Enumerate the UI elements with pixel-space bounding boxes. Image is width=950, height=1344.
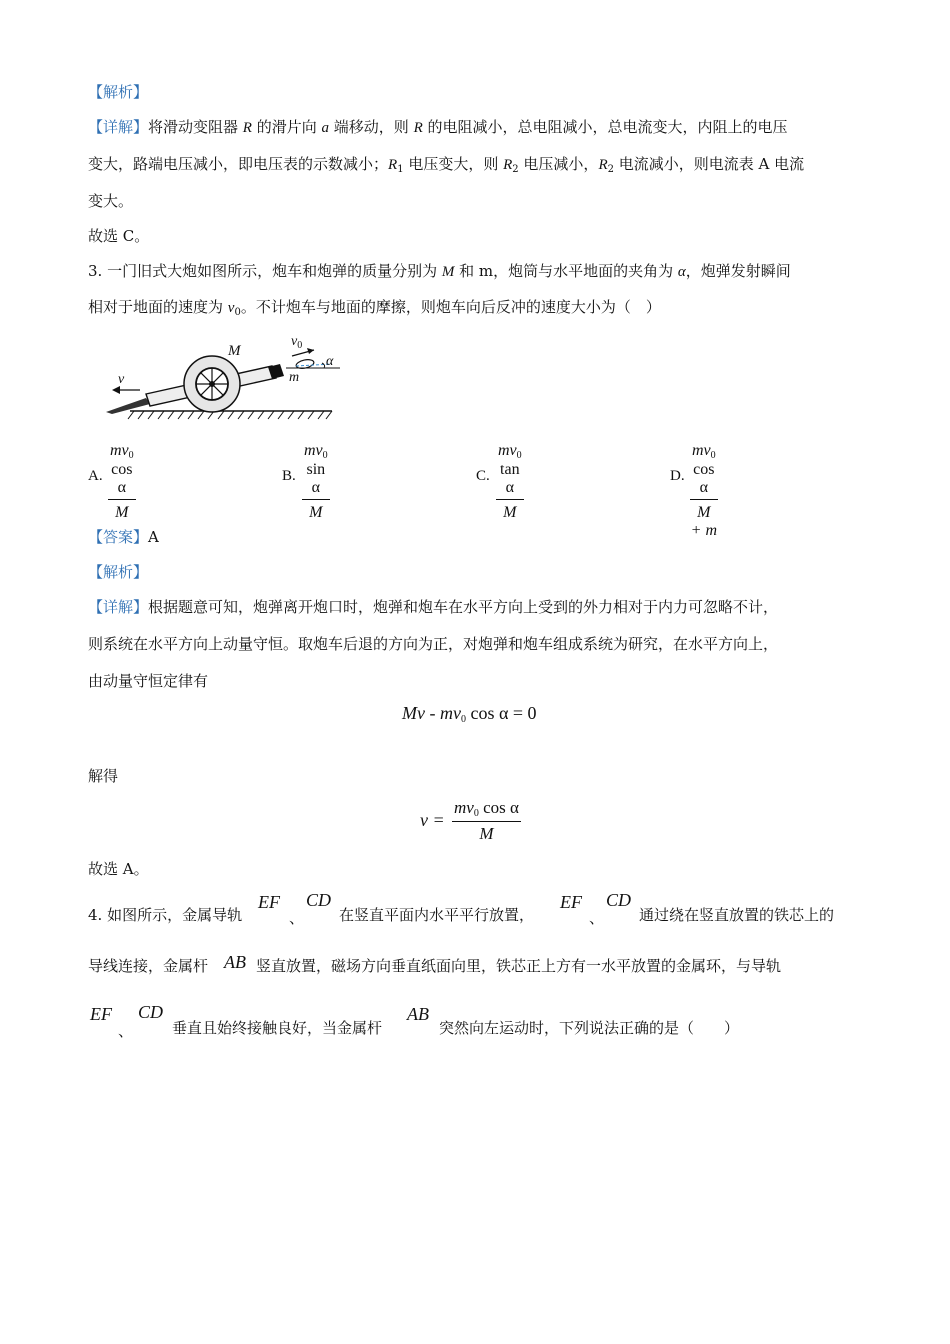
numerator: mv	[498, 442, 517, 459]
equation-lhs: v =	[420, 810, 445, 830]
ground	[128, 411, 332, 419]
numerator-trig: cos α	[111, 461, 133, 496]
equation-right: cos α = 0	[465, 703, 537, 723]
cannon-wheel	[184, 356, 240, 412]
figure-label-alpha: α	[326, 354, 334, 369]
var-v: v	[227, 300, 235, 316]
text: 。不计炮车与地面的摩擦，则炮车向后反冲的速度大小为（ ）	[240, 298, 661, 316]
analysis-tag: 【解析】	[88, 83, 149, 101]
subscript: 1	[397, 164, 404, 175]
subscript: 0	[516, 450, 522, 461]
answer-tag: 【答案】	[88, 528, 149, 546]
var-AB: AB	[407, 1004, 429, 1024]
option-letter: C.	[476, 468, 490, 484]
text: ，炮弹发射瞬间	[685, 262, 791, 280]
subscript: 0	[460, 714, 466, 725]
var-a: a	[321, 120, 330, 136]
solve-label: 解得	[88, 767, 119, 785]
figure-label-v0	[291, 334, 302, 351]
var-M: M	[441, 264, 455, 280]
var-R: R	[242, 120, 252, 136]
option-letter: D.	[670, 468, 685, 484]
text: 电压变大，则	[403, 155, 504, 173]
q4-line-2-start: 导线连接，金属杆	[88, 957, 209, 975]
denominator: M	[503, 504, 517, 521]
option-letter: B.	[282, 468, 296, 484]
numerator-trig: tan α	[500, 461, 520, 496]
denominator: M	[479, 824, 494, 843]
subscript: 0	[128, 450, 134, 461]
numerator: mv	[692, 442, 711, 459]
text: 变大，路端电压减小，即电压表的示数减小；	[88, 155, 389, 173]
var-EF: EF	[258, 892, 280, 912]
var-CD: CD	[606, 890, 632, 910]
subscript: 0	[234, 307, 241, 318]
detail-line-2	[88, 154, 804, 180]
text: 电压减小，	[518, 155, 599, 173]
answer-detail-3: 由动量守恒定律有	[88, 672, 209, 690]
text: 相对于地面的速度为	[88, 298, 228, 316]
q4-line-3-end: 突然向左运动时，下列说法正确的是（ ）	[439, 1019, 740, 1037]
detail-tag: 【详解】	[88, 118, 149, 136]
subscript: 0	[322, 450, 328, 461]
text: 的电阻减小，总电阻减小，总电流变大，内阻上的电压	[422, 118, 788, 136]
subscript: 2	[512, 164, 519, 175]
detail-line-1	[88, 117, 788, 138]
text: 4. 如图所示，金属导轨	[88, 906, 243, 924]
numerator-trig: cos α	[478, 798, 519, 817]
var-R: R	[413, 120, 423, 136]
text: 的滑片向	[251, 118, 322, 136]
text: 和 m，炮筒与水平地面的夹角为	[454, 262, 678, 280]
figure-label-v: v	[118, 372, 125, 387]
equation-left: Mv - mv	[402, 703, 461, 723]
subscript: 0	[710, 450, 716, 461]
option-letter: A.	[88, 468, 103, 484]
separator: 、	[118, 1022, 134, 1040]
option-fraction	[496, 442, 524, 522]
denominator: M + m	[690, 504, 717, 539]
subscript: 2	[607, 164, 614, 175]
solution-fraction	[452, 798, 521, 844]
q4-line-3-mid: 垂直且始终接触良好，当金属杆	[172, 1019, 383, 1037]
q4-line-1-mid: 在竖直平面内水平平行放置，	[339, 906, 535, 924]
denominator: M	[309, 504, 323, 521]
detail-line-3: 变大。	[88, 192, 134, 210]
var-EF: EF	[560, 892, 582, 912]
figure-label-M: M	[228, 343, 241, 359]
conclusion-2: 故选 A。	[88, 860, 149, 878]
answer-value: A	[148, 528, 159, 546]
text: 将滑动变阻器	[148, 118, 243, 136]
var-CD: CD	[138, 1002, 164, 1022]
detail-tag: 【详解】	[88, 598, 149, 616]
text: 根据题意可知，炮弹离开炮口时，炮弹和炮车在水平方向上受到的外力相对于内力可忽略不计，	[148, 598, 779, 616]
answer-detail-2: 则系统在水平方向上动量守恒。取炮车后退的方向为正，对炮弹和炮车组成系统为研究，在水平方向上，	[88, 635, 779, 653]
option-fraction	[302, 442, 330, 522]
var-AB: AB	[224, 952, 246, 972]
numerator: mv	[304, 442, 323, 459]
option-fraction	[108, 442, 136, 522]
numerator: mv	[110, 442, 129, 459]
text: 端移动，则	[329, 118, 414, 136]
q3-line-1	[88, 261, 791, 282]
text: 3. 一门旧式大炮如图所示，炮车和炮弹的质量分别为	[88, 262, 442, 280]
var-R2: R	[503, 157, 513, 173]
q4-line-2-end: 竖直放置，磁场方向垂直纸面向里，铁芯正上方有一水平放置的金属环，与导轨	[256, 957, 782, 975]
subscript: 0	[473, 808, 479, 819]
figure-label-m: m	[289, 370, 300, 385]
separator: 、	[589, 909, 605, 927]
velocity-v-arrow	[112, 386, 140, 394]
q3-line-2	[88, 297, 661, 323]
text: 电流减小，则电流表 A 电流	[613, 155, 805, 173]
q4-line-1-end: 通过绕在竖直放置的铁芯上的	[639, 906, 835, 924]
answer-detail-1	[88, 597, 778, 617]
var-EF: EF	[90, 1004, 112, 1024]
separator: 、	[289, 909, 305, 927]
conclusion-1: 故选 C。	[88, 227, 150, 245]
var-R1: R	[388, 157, 398, 173]
numerator-trig: cos α	[693, 461, 715, 496]
var-CD: CD	[306, 890, 332, 910]
var-R2: R	[598, 157, 608, 173]
answer-line	[88, 527, 159, 547]
figure-v: v	[291, 334, 298, 349]
var-alpha: α	[677, 264, 686, 280]
analysis-tag-2: 【解析】	[88, 563, 149, 581]
equation-momentum	[402, 703, 537, 725]
cannon-figure	[100, 330, 350, 430]
numerator: mv	[454, 798, 474, 817]
option-fraction	[690, 442, 718, 540]
denominator: M	[115, 504, 129, 521]
subscript: 0	[297, 340, 303, 351]
q4-line-1-text	[88, 905, 242, 925]
numerator-trig: sin α	[306, 461, 326, 496]
